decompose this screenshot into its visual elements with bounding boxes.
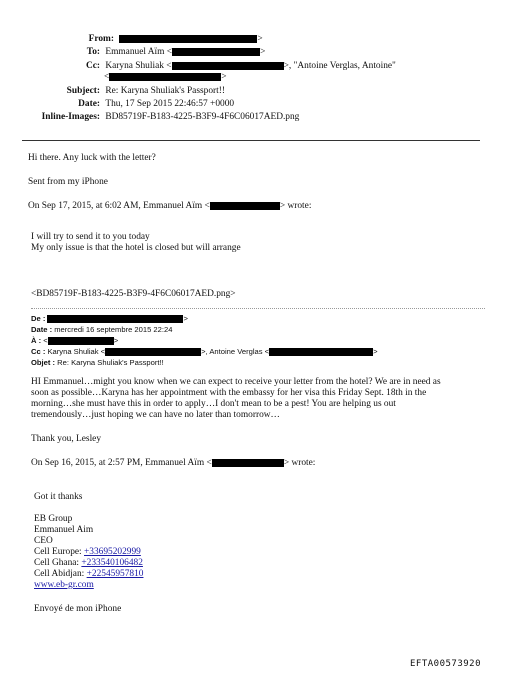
fwd-de-row: De : > xyxy=(31,314,188,323)
cc-after: >, "Antoine Verglas, Antoine" xyxy=(283,61,396,71)
cc-row xyxy=(0,61,396,72)
forward-divider xyxy=(31,308,485,309)
header-divider xyxy=(22,140,480,141)
sig-ghana-label: Cell Ghana: xyxy=(34,558,82,568)
sig-name: Emmanuel Aim xyxy=(34,525,94,535)
sig-got: Got it thanks xyxy=(34,492,83,502)
document-id: EFTA00573920 xyxy=(410,659,482,669)
cc-name: Karyna Shuliak < xyxy=(105,61,172,71)
date-label: Date: xyxy=(78,99,100,109)
fwd-cc-mid: >, Antoine Verglas < xyxy=(201,347,270,356)
redaction xyxy=(48,337,114,345)
redaction xyxy=(119,35,257,43)
fwd-cc-row: Cc : Karyna Shuliak < >, Antoine Verglas < > xyxy=(31,347,378,356)
redaction xyxy=(269,348,373,356)
images-value: BD85719F-B183-4225-B3F9-4F6C06017AED.png xyxy=(105,112,300,122)
to-row: To: Emmanuel Aïm < > xyxy=(0,47,265,58)
fwd-a-label: À : xyxy=(31,336,42,345)
date-value: Thu, 17 Sep 2015 22:46:57 +0000 xyxy=(105,99,235,109)
phone-europe-link[interactable]: +33695202999 xyxy=(84,547,141,557)
date-row xyxy=(0,99,234,110)
fwd-objet-row xyxy=(31,358,164,367)
quote2 xyxy=(31,458,315,469)
sig-ghana-row xyxy=(34,558,143,569)
to-label: To: xyxy=(86,47,100,57)
reply1b: My only issue is that the hotel is closed but will arrange xyxy=(31,243,241,253)
letter-line3: morning…she must have this in order to apply…I don't mean to be a pest! You are helping us out xyxy=(31,399,396,409)
from-row: From: > xyxy=(0,34,263,45)
fwd-objet-value: Re: Karyna Shuliak's Passport!! xyxy=(57,358,164,367)
fwd-date-label: Date : xyxy=(31,325,53,334)
sig-europe-row xyxy=(34,547,141,558)
phone-ghana-link[interactable]: +233540106482 xyxy=(81,558,143,568)
cc-label: Cc: xyxy=(85,61,100,71)
redaction xyxy=(172,62,284,70)
subject-value: Re: Karyna Shuliak's Passport!! xyxy=(105,86,225,96)
cc-continued: < > xyxy=(104,72,227,82)
sig-company: EB Group xyxy=(34,514,73,524)
redaction xyxy=(172,48,260,56)
fwd-date-value: mercredi 16 septembre 2015 22:24 xyxy=(54,325,173,334)
body-line1: Hi there. Any luck with the letter? xyxy=(28,153,156,163)
subject-label: Subject: xyxy=(66,86,100,96)
fwd-a-row: À : < > xyxy=(31,336,119,345)
fwd-objet-label: Objet : xyxy=(31,358,56,367)
redaction xyxy=(47,315,183,323)
phone-abidjan-link[interactable]: +22545957810 xyxy=(86,569,144,579)
letter-line2: soon as possible…Karyna has her appointment with the embassy for her visa this Friday Sept. 18th in the xyxy=(31,388,427,398)
fwd-cc-label: Cc : xyxy=(31,347,46,356)
quote2-suffix: > wrote: xyxy=(283,458,316,468)
sig-sent: Envoyé de mon iPhone xyxy=(34,604,122,614)
sig-website xyxy=(34,580,94,591)
quote1-prefix: On Sep 17, 2015, at 6:02 AM, Emmanuel Aïm < xyxy=(28,201,210,211)
letter-thanks: Thank you, Lesley xyxy=(31,434,102,444)
fwd-date-row xyxy=(31,325,172,334)
reply1a: I will try to send it to you today xyxy=(31,232,150,242)
sig-europe-label: Cell Europe: xyxy=(34,547,84,557)
from-label: From: xyxy=(88,34,114,44)
fwd-de-label: De : xyxy=(31,314,46,323)
website-link[interactable]: www.eb-gr.com xyxy=(34,580,94,590)
images-label: Inline-Images: xyxy=(41,112,100,122)
quote1 xyxy=(28,201,311,212)
quote2-prefix: On Sep 16, 2015, at 2:57 PM, Emmanuel Aïm < xyxy=(31,458,212,468)
sig-abidjan-label: Cell Abidjan: xyxy=(34,569,87,579)
sig-title: CEO xyxy=(34,536,53,546)
redaction xyxy=(109,73,221,81)
redaction xyxy=(210,202,280,210)
letter-line1: HI Emmanuel…might you know when we can expect to receive your letter from the hotel? We are in need as xyxy=(31,377,441,387)
attachment: <BD85719F-B183-4225-B3F9-4F6C06017AED.png> xyxy=(31,289,236,299)
fwd-cc-name: Karyna Shuliak < xyxy=(47,347,106,356)
quote1-suffix: > wrote: xyxy=(279,201,312,211)
images-row xyxy=(0,112,299,123)
redaction xyxy=(105,348,201,356)
subject-row xyxy=(0,86,225,97)
to-name: Emmanuel Aïm < xyxy=(105,47,173,57)
redaction xyxy=(212,459,284,467)
body-line2: Sent from my iPhone xyxy=(28,177,108,187)
letter-line4: tremendously…just hoping we can have no later than tomorrow… xyxy=(31,410,280,420)
sig-abidjan-row xyxy=(34,569,143,580)
